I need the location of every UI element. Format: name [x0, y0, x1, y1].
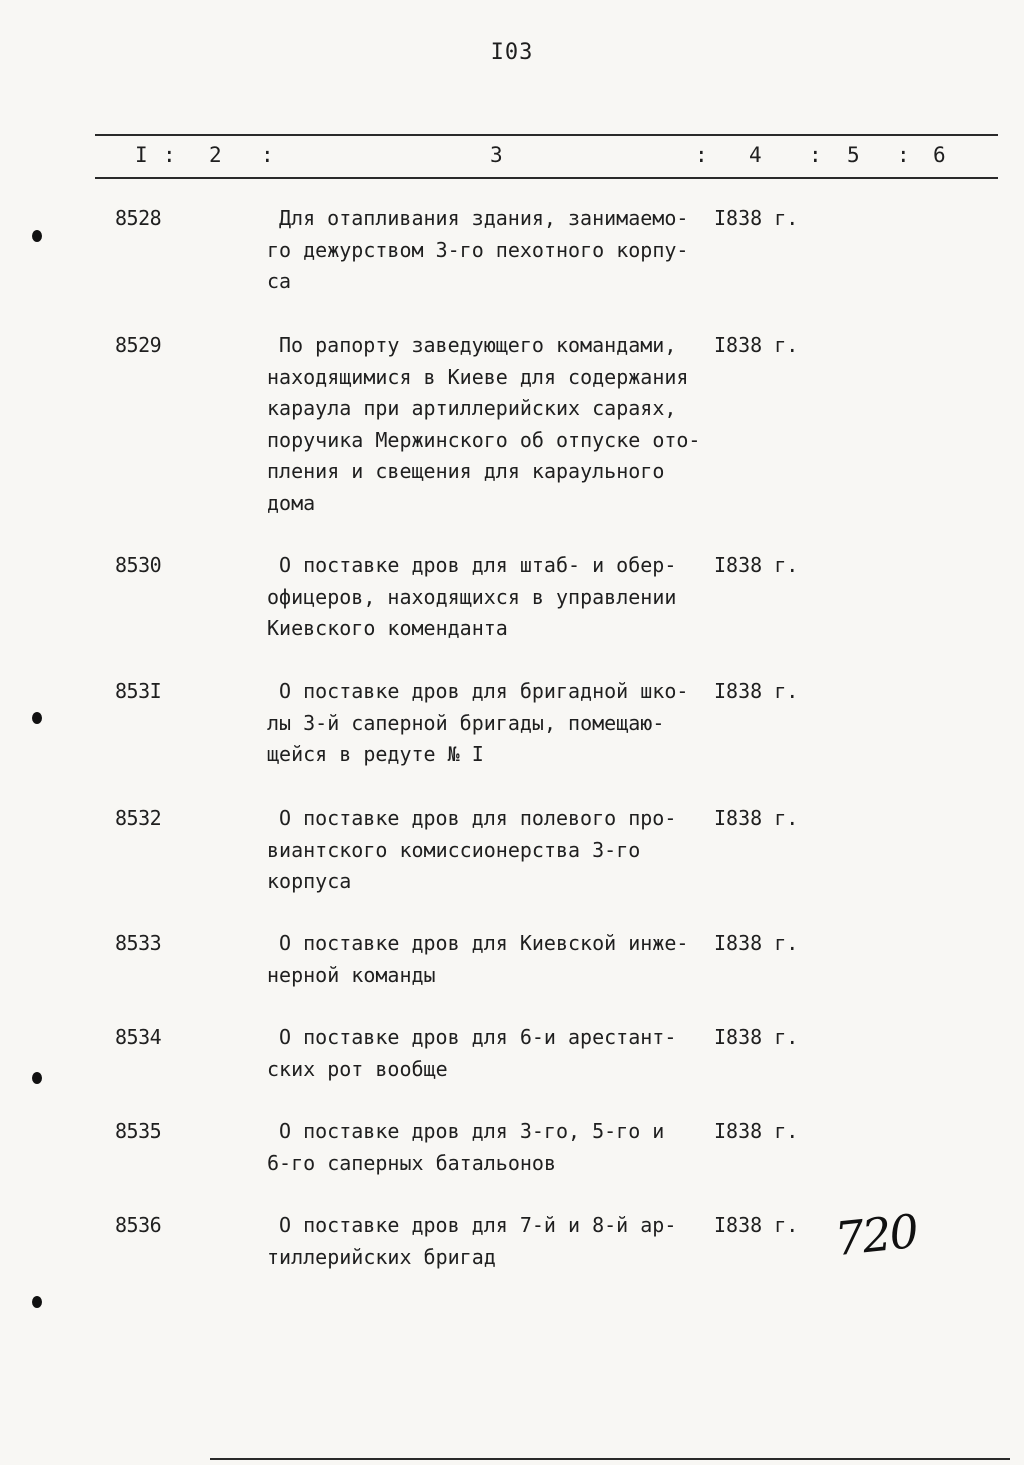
handwritten-folio-number: 720: [832, 1203, 920, 1267]
entry-title-line: караула при артиллерийских сараях,: [267, 396, 677, 420]
column-separator: :: [809, 143, 822, 167]
entry-title: [267, 1210, 717, 1273]
column-separator: :: [163, 143, 176, 167]
entry-number: 8534: [115, 1025, 162, 1049]
entry-date: I838 г.: [714, 1025, 799, 1049]
entry-title-line: офицеров, находящихся в управлении: [267, 584, 677, 609]
entry-title-line: О поставке дров для 7-й и 8-й ар-: [279, 1213, 677, 1237]
column-header-4: 4: [749, 143, 762, 167]
header-top-rule: [95, 134, 998, 136]
entry-title-line: 6-го саперных батальонов: [267, 1150, 556, 1175]
entry-title: [267, 676, 717, 771]
entry-title-line: находящимися в Киеве для содержания: [267, 364, 689, 389]
entry-title-line: ских рот вообще: [267, 1056, 448, 1081]
entry-number: 8535: [115, 1119, 162, 1143]
entry-title-line: щейся в редуте № I: [267, 742, 484, 766]
entry-title-line: са: [267, 269, 292, 293]
binder-hole-mark: [32, 712, 42, 724]
entry-title: [267, 1116, 717, 1179]
entry-title-line: тиллерийских бригад: [267, 1244, 496, 1269]
entry-date: I838 г.: [714, 679, 799, 703]
entry-number: 8530: [115, 553, 162, 577]
entry-date: I838 г.: [714, 333, 799, 357]
binder-hole-mark: [32, 1296, 42, 1308]
bottom-rule: [210, 1458, 1010, 1460]
entry-title-line: О поставке дров для штаб- и обер-: [279, 553, 677, 577]
entry-title-line: лы 3-й саперной бригады, помещаю-: [267, 710, 665, 735]
entry-title: [267, 203, 717, 298]
column-header-6: 6: [933, 143, 946, 167]
header-bottom-rule: [95, 177, 998, 179]
entry-title: [267, 803, 717, 898]
column-header-5: 5: [847, 143, 860, 167]
column-header-3: 3: [490, 143, 503, 167]
entry-number: 8532: [115, 806, 162, 830]
entry-title-line: пления и свещения для караульного: [267, 459, 665, 483]
entry-title-line: поручика Мержинского об отпуске ото-: [267, 427, 701, 452]
entry-title-line: О поставке дров для Киевской инже-: [279, 931, 689, 955]
entry-title: [267, 1022, 717, 1085]
column-separator: :: [897, 143, 910, 167]
column-separator: :: [261, 143, 274, 167]
entry-title-line: По рапорту заведующего командами,: [279, 333, 677, 357]
entry-title-line: дома: [267, 490, 316, 515]
entry-title-line: го дежурством 3-го пехотного корпу-: [267, 237, 689, 262]
entry-title-line: виантского комиссионерства 3-го: [267, 837, 641, 862]
entry-title: [267, 330, 717, 519]
binder-hole-mark: [32, 1072, 42, 1084]
entry-title-line: Для отапливания здания, занимаемо-: [279, 206, 689, 230]
entry-number: 8528: [115, 206, 162, 230]
entry-number: 8529: [115, 333, 162, 357]
entry-title: [267, 550, 717, 645]
entry-title-line: Киевского коменданта: [267, 616, 508, 640]
column-header-1: I: [135, 143, 148, 167]
entry-number: 8533: [115, 931, 162, 955]
entry-title-line: нерной команды: [267, 962, 436, 987]
column-header-2: 2: [209, 143, 222, 167]
entry-date: I838 г.: [714, 806, 799, 830]
entry-date: I838 г.: [714, 931, 799, 955]
entry-number: 8536: [115, 1213, 162, 1237]
entry-title-line: О поставке дров для полевого про-: [279, 806, 677, 830]
entry-title-line: корпуса: [267, 869, 352, 893]
page-number: I03: [490, 40, 534, 65]
entry-date: I838 г.: [714, 206, 799, 230]
column-header: [95, 143, 998, 173]
binder-hole-mark: [32, 230, 42, 242]
entry-date: I838 г.: [714, 1119, 799, 1143]
entry-title-line: О поставке дров для 3-го, 5-го и: [279, 1119, 665, 1143]
entry-title-line: О поставке дров для бригадной шко-: [279, 679, 689, 703]
entry-title: [267, 928, 717, 991]
entry-number: 853I: [115, 679, 162, 703]
entry-title-line: О поставке дров для 6-и арестант-: [279, 1025, 677, 1049]
entry-date: I838 г.: [714, 553, 799, 577]
entry-date: I838 г.: [714, 1213, 799, 1237]
column-separator: :: [695, 143, 708, 167]
